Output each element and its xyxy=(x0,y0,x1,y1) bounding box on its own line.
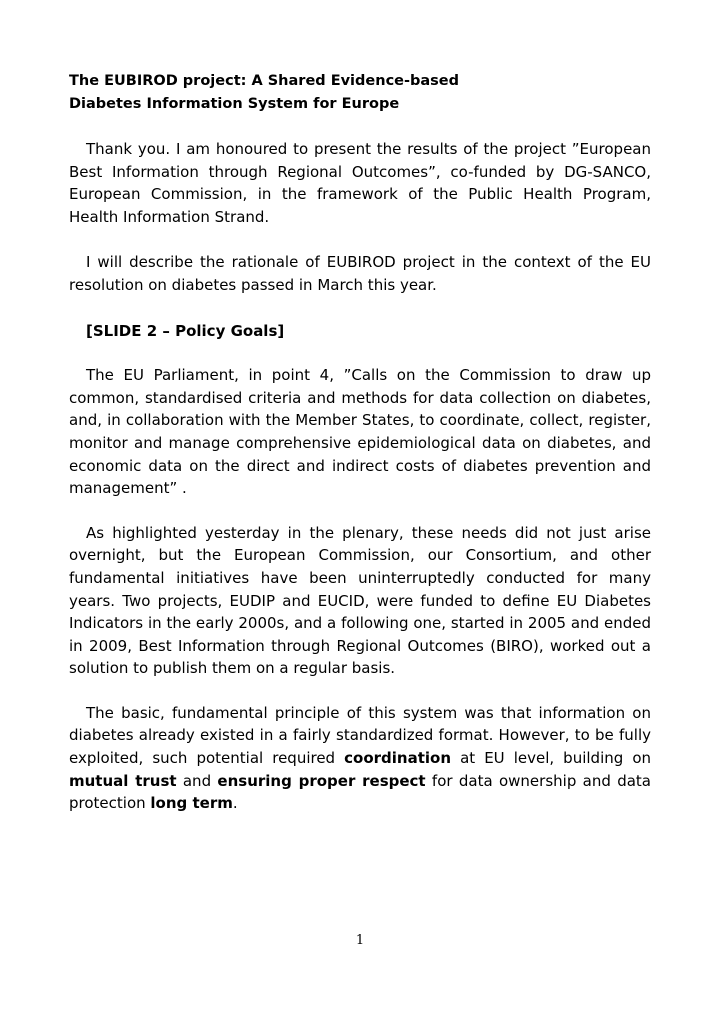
emphasis-long-term: long term xyxy=(150,794,233,813)
principle-paragraph xyxy=(69,702,651,815)
document-title xyxy=(69,70,651,115)
principle-text-4: for data ownership and data protection xyxy=(69,771,651,813)
intro-paragraph: Thank you. I am honoured to present the results of the project ”European Best Information through Regional Outcomes”, co-funded by DG-SANCO, European Commission, in the framework of the Public Health Program, Health Information Strand. xyxy=(69,140,651,226)
title-line-1: The EUBIROD project: A Shared Evidence-based xyxy=(69,73,460,89)
title-line-2: Diabetes Information System for Europe xyxy=(69,95,400,112)
emphasis-mutual-trust: mutual trust xyxy=(69,771,177,790)
parliament-paragraph: The EU Parliament, in point 4, ”Calls on the Commission to draw up common, standardised criteria and methods for data collection on diabetes, and, in collaboration with the Member States, to coordinate, collect, register, monitor and manage comprehensive epidemiological data on diabetes, and economic data on the direct and indirect costs of diabetes prevention and management” . xyxy=(69,366,651,498)
history-paragraph: As highlighted yesterday in the plenary, these needs did not just arise overnight, but the European Commission, our Consortium, and other fundamental initiatives have been uninterruptedly conducted for many years. Two projects, EUDIP and EUCID, were funded to define EU Diabetes Indicators in the early 2000s, and a following one, started in 2005 and ended in 2009, Best Information through Regional Outcomes (BIRO), worked out a solution to publish them on a regular basis. xyxy=(69,523,651,678)
rationale-paragraph: I will describe the rationale of EUBIROD project in the context of the EU resolution on diabetes passed in March this year. xyxy=(69,253,651,294)
emphasis-coordination: coordination xyxy=(344,749,452,768)
page-number: 1 xyxy=(355,933,365,948)
document-page xyxy=(69,70,651,815)
principle-text-5: . xyxy=(232,794,238,813)
principle-text-3: and xyxy=(176,771,218,790)
emphasis-proper-respect: ensuring proper respect xyxy=(217,771,426,790)
slide-heading: [SLIDE 2 – Policy Goals] xyxy=(86,321,285,340)
principle-text-1: The basic, fundamental principle of this system was that information on diabetes already existed in a fairly standardized format. However, to be fully exploited, such potential required xyxy=(69,703,651,768)
principle-text-2: at EU level, building on xyxy=(451,749,652,768)
